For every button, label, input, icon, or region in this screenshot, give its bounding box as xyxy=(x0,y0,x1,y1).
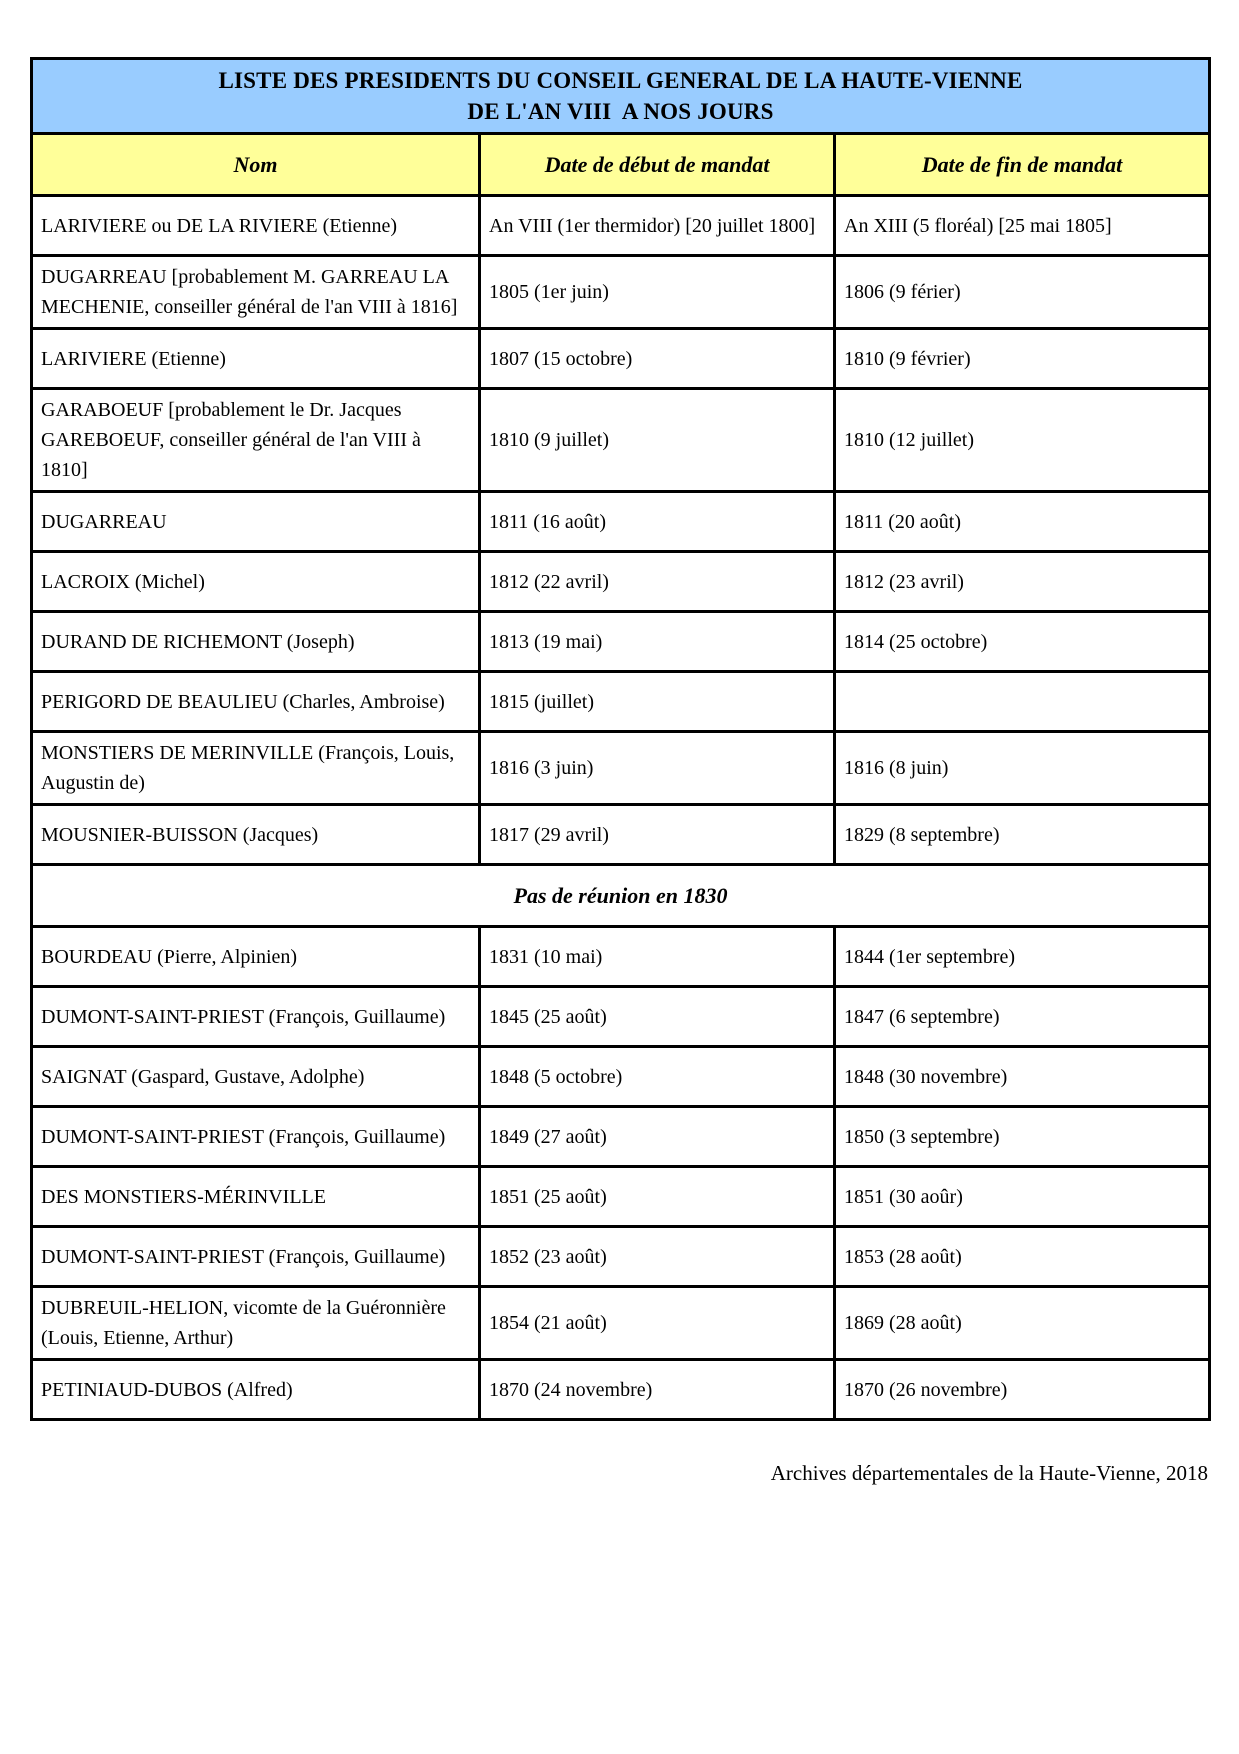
start-date-cell: 1848 (5 octobre) xyxy=(480,1047,835,1107)
name-cell: DUBREUIL-HELION, vicomte de la Guéronnière (Louis, Etienne, Arthur) xyxy=(32,1287,480,1360)
name-cell: LARIVIERE (Etienne) xyxy=(32,329,480,389)
name-cell: DURAND DE RICHEMONT (Joseph) xyxy=(32,612,480,672)
table-row xyxy=(32,732,1210,805)
presidents-table xyxy=(30,57,1211,1421)
start-date-cell: 1845 (25 août) xyxy=(480,987,835,1047)
end-date-cell: 1811 (20 août) xyxy=(835,492,1210,552)
end-date-cell: 1851 (30 aoûr) xyxy=(835,1167,1210,1227)
start-date-cell: 1812 (22 avril) xyxy=(480,552,835,612)
start-date-cell: 1816 (3 juin) xyxy=(480,732,835,805)
start-date-cell: 1805 (1er juin) xyxy=(480,256,835,329)
table-row xyxy=(32,1107,1210,1167)
end-date-cell: 1810 (9 février) xyxy=(835,329,1210,389)
table-row xyxy=(32,256,1210,329)
column-header-row xyxy=(32,134,1210,196)
start-date-cell: 1851 (25 août) xyxy=(480,1167,835,1227)
start-date-cell: 1815 (juillet) xyxy=(480,672,835,732)
column-header-date-debut: Date de début de mandat xyxy=(480,134,835,196)
no-meeting-note: Pas de réunion en 1830 xyxy=(32,865,1210,927)
table-title xyxy=(32,59,1210,134)
table-row xyxy=(32,805,1210,865)
table-row xyxy=(32,492,1210,552)
end-date-cell: 1814 (25 octobre) xyxy=(835,612,1210,672)
table-row xyxy=(32,1167,1210,1227)
table-title-line2: DE L'AN VIII A NOS JOURS xyxy=(467,99,774,124)
table-row xyxy=(32,1287,1210,1360)
table-title-line1: LISTE DES PRESIDENTS DU CONSEIL GENERAL DE LA HAUTE-VIENNE xyxy=(218,68,1023,93)
end-date-cell: 1850 (3 septembre) xyxy=(835,1107,1210,1167)
name-cell: PETINIAUD-DUBOS (Alfred) xyxy=(32,1360,480,1420)
table-row xyxy=(32,865,1210,927)
end-date-cell: 1844 (1er septembre) xyxy=(835,927,1210,987)
end-date-cell: 1848 (30 novembre) xyxy=(835,1047,1210,1107)
name-cell: SAIGNAT (Gaspard, Gustave, Adolphe) xyxy=(32,1047,480,1107)
name-cell: BOURDEAU (Pierre, Alpinien) xyxy=(32,927,480,987)
table-row xyxy=(32,329,1210,389)
start-date-cell: 1807 (15 octobre) xyxy=(480,329,835,389)
table-row xyxy=(32,389,1210,492)
table-row xyxy=(32,612,1210,672)
end-date-cell: 1816 (8 juin) xyxy=(835,732,1210,805)
start-date-cell: 1852 (23 août) xyxy=(480,1227,835,1287)
start-date-cell: 1849 (27 août) xyxy=(480,1107,835,1167)
end-date-cell: 1847 (6 septembre) xyxy=(835,987,1210,1047)
name-cell: MOUSNIER-BUISSON (Jacques) xyxy=(32,805,480,865)
end-date-cell: 1829 (8 septembre) xyxy=(835,805,1210,865)
column-header-nom: Nom xyxy=(32,134,480,196)
end-date-cell: An XIII (5 floréal) [25 mai 1805] xyxy=(835,196,1210,256)
name-cell: DUMONT-SAINT-PRIEST (François, Guillaume) xyxy=(32,1107,480,1167)
start-date-cell: 1817 (29 avril) xyxy=(480,805,835,865)
column-header-date-fin: Date de fin de mandat xyxy=(835,134,1210,196)
start-date-cell: 1854 (21 août) xyxy=(480,1287,835,1360)
table-row xyxy=(32,987,1210,1047)
start-date-cell: 1870 (24 novembre) xyxy=(480,1360,835,1420)
table-row xyxy=(32,1047,1210,1107)
name-cell: DUGARREAU [probablement M. GARREAU LA MECHENIE, conseiller général de l'an VIII à 1816] xyxy=(32,256,480,329)
start-date-cell: 1811 (16 août) xyxy=(480,492,835,552)
name-cell: DUGARREAU xyxy=(32,492,480,552)
table-row xyxy=(32,1227,1210,1287)
end-date-cell: 1812 (23 avril) xyxy=(835,552,1210,612)
table-row xyxy=(32,552,1210,612)
end-date-cell: 1870 (26 novembre) xyxy=(835,1360,1210,1420)
name-cell: MONSTIERS DE MERINVILLE (François, Louis, Augustin de) xyxy=(32,732,480,805)
credit-line: Archives départementales de la Haute-Vienne, 2018 xyxy=(770,1461,1208,1485)
title-row xyxy=(32,59,1210,134)
table-row xyxy=(32,196,1210,256)
name-cell: LARIVIERE ou DE LA RIVIERE (Etienne) xyxy=(32,196,480,256)
name-cell: DES MONSTIERS-MÉRINVILLE xyxy=(32,1167,480,1227)
end-date-cell: 1869 (28 août) xyxy=(835,1287,1210,1360)
end-date-cell: 1810 (12 juillet) xyxy=(835,389,1210,492)
end-date-cell: 1806 (9 férier) xyxy=(835,256,1210,329)
table-row xyxy=(32,1360,1210,1420)
start-date-cell: 1813 (19 mai) xyxy=(480,612,835,672)
end-date-cell: 1853 (28 août) xyxy=(835,1227,1210,1287)
table-row xyxy=(32,672,1210,732)
name-cell: PERIGORD DE BEAULIEU (Charles, Ambroise) xyxy=(32,672,480,732)
end-date-cell xyxy=(835,672,1210,732)
name-cell: LACROIX (Michel) xyxy=(32,552,480,612)
name-cell: DUMONT-SAINT-PRIEST (François, Guillaume) xyxy=(32,987,480,1047)
start-date-cell: 1831 (10 mai) xyxy=(480,927,835,987)
start-date-cell: An VIII (1er thermidor) [20 juillet 1800] xyxy=(480,196,835,256)
name-cell: GARABOEUF [probablement le Dr. Jacques GAREBOEUF, conseiller général de l'an VIII à 1810] xyxy=(32,389,480,492)
name-cell: DUMONT-SAINT-PRIEST (François, Guillaume) xyxy=(32,1227,480,1287)
start-date-cell: 1810 (9 juillet) xyxy=(480,389,835,492)
table-row xyxy=(32,927,1210,987)
